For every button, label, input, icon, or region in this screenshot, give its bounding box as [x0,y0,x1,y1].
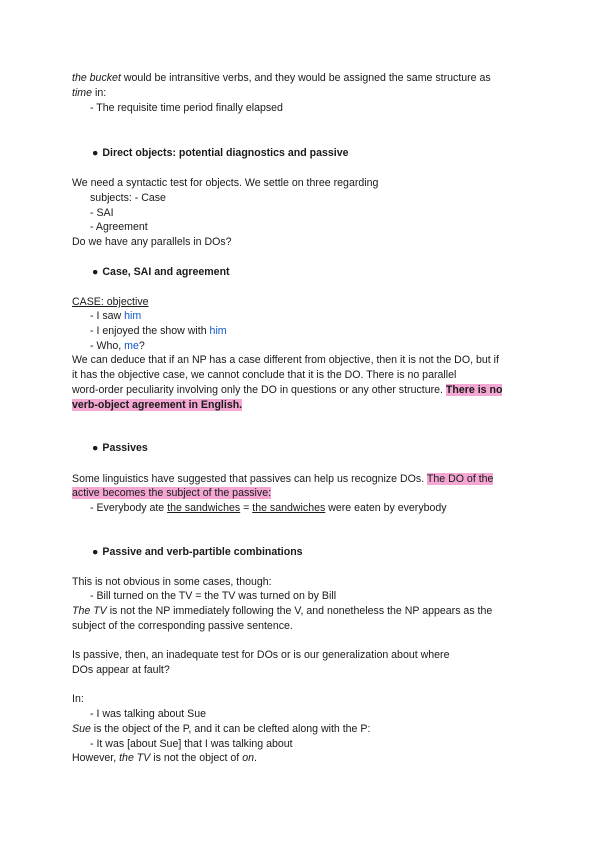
example-line: - Bill turned on the TV = the TV was turned on by Bill [90,590,337,602]
paragraph-line: In: [72,693,84,705]
highlighted-text: verb-object agreement in English. [72,399,243,411]
italic-term: the TV [119,752,151,764]
bullet-icon: ● [92,546,99,558]
example-line: - It was [about Sue] that I was talking about [90,738,293,750]
section-heading-passive-verb-particle [92,545,303,560]
text: is not the object of [150,752,243,764]
paragraph-line [72,751,257,766]
paragraph-line: Is passive, then, an inadequate test for DOs or is our generalization about where [72,649,450,661]
section-heading-passives [92,441,148,456]
italic-term: Sue [72,723,91,735]
underlined-text: the sandwiches [167,502,241,514]
italic-term: time [72,87,93,99]
example-line: - I was talking about Sue [90,708,207,720]
text: . [254,752,257,764]
heading-text: Direct objects: potential diagnostics and passive [102,147,349,159]
heading-text: Passives [102,442,148,454]
text: in: [92,87,107,99]
highlighted-text: The DO of the [426,473,494,485]
paragraph-line [72,722,370,737]
text: Some linguistics have suggested that passives can help us recognize DOs. [72,473,427,485]
highlight-pronoun: him [209,325,227,337]
heading-text: Passive and verb-partible combinations [102,546,303,558]
text: = [240,502,253,514]
paragraph-line [72,383,502,398]
highlight-pronoun: him [124,310,142,322]
paragraph-line: DOs appear at fault? [72,664,170,676]
text: However, [72,752,120,764]
underlined-text: the sandwiches [252,502,326,514]
list-item: - SAI [90,207,114,219]
section-heading-direct-objects [92,146,348,161]
italic-term: the bucket [72,72,121,84]
highlighted-text: There is no [445,384,503,396]
example-line [90,309,141,324]
example-line [90,339,145,354]
text: is the object of the P, and it can be clefted along with the P: [90,723,371,735]
paragraph-line: We can deduce that if an NP has a case different from objective, then it is not the DO, but if [72,354,499,366]
text: ? [138,340,145,352]
paragraph-line: Do we have any parallels in DOs? [72,236,232,248]
bullet-icon: ● [92,266,99,278]
paragraph-line: subjects: - Case [90,192,166,204]
paragraph-line: This is not obvious in some cases, though: [72,576,272,588]
bullet-icon: ● [92,147,99,159]
list-item: - Agreement [90,221,148,233]
italic-term: The TV [72,605,107,617]
paragraph-line [72,604,492,619]
paragraph-line [72,472,493,487]
intro-example: - The requisite time period finally elapsed [90,102,283,114]
italic-term: on [242,752,254,764]
intro-line-1 [72,71,491,86]
heading-text: Case, SAI and agreement [102,266,230,278]
paragraph-line: subject of the corresponding passive sentence. [72,620,293,632]
text: word-order peculiarity involving only the DO in questions or any other structure. [72,384,446,396]
paragraph-line: it has the objective case, we cannot conclude that it is the DO. There is no parallel [72,369,457,381]
example-line [90,324,227,339]
text: were eaten by everybody [325,502,447,514]
case-label: CASE: objective [72,296,149,308]
highlighted-text: active becomes the subject of the passive: [72,487,272,499]
intro-line-2 [72,86,106,101]
bullet-icon: ● [92,442,99,454]
text: - I saw [90,310,125,322]
example-line [90,501,447,516]
text: is not the NP immediately following the V, and nonetheless the NP appears as the [106,605,493,617]
paragraph-line: We need a syntactic test for objects. We settle on three regarding [72,177,379,189]
text: - Who, [90,340,125,352]
text: - Everybody ate [90,502,168,514]
text: would be intransitive verbs, and they would be assigned the same structure as [120,72,491,84]
paragraph-line [72,398,242,413]
section-heading-case-sai [92,265,230,280]
paragraph-line [72,486,271,501]
text: - I enjoyed the show with [90,325,210,337]
highlight-pronoun: me [124,340,139,352]
